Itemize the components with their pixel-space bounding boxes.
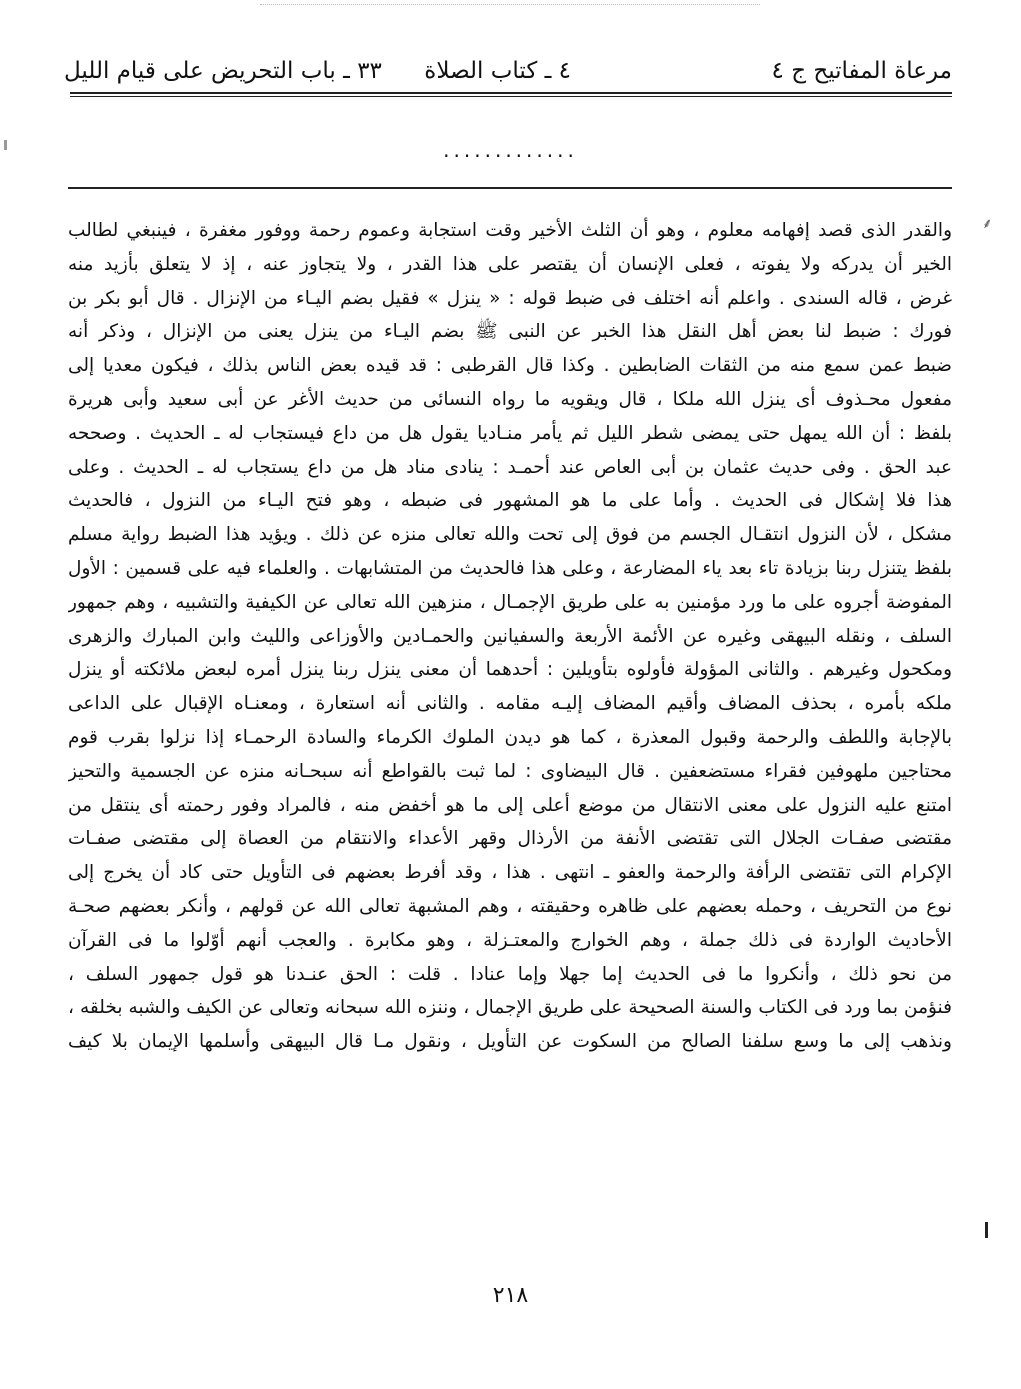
text-line: مشكل ، لأن النزول انتقـال الجسم من فوق إلى تحت والله تعالى منزه عن ذلك . ويؤيد هذا الضبط رواية مسلم: [68, 524, 952, 546]
header-book-title: مرعاة المفاتيح ج ٤: [771, 58, 952, 84]
text-line: المفوضة أجروه على ما ورد مؤمنين به على طريق الإجمـال ، منزهين الله تعالى عن الكيفية والتشبيه ، وهم جمهور: [68, 591, 952, 613]
text-line: السلف ، ونقله البيهقى وغيره عن الأئمة الأربعة والسفيانين والحمـادين والأوزاعى والليث وابن المبارك والزهرى: [68, 625, 952, 647]
text-line: ومكحول وغيرهم . والثانى المؤولة فأولوه بتأويلين : أحدهما أن معنى ينزل ربنا ينزل أمره لبعض ملائكته أو ينزل: [68, 659, 952, 681]
text-line: ملكه بأمره ، بحذف المضاف وأقيم المضاف إليـه مقامه . والثانى أنه استعارة ، ومعنـاه الإقبال على الداعى: [68, 693, 952, 715]
text-line: من نحو ذلك ، وأنكروا ما فى الحديث إما جهلا وإما عنادا . قلت : الحق عنـدنا هو قول جمهور السلف ،: [68, 963, 952, 985]
text-line: محتاجين ملهوفين فقراء مستضعفين . قال البيضاوى : لما ثبت بالقواطع أنه سبحـانه منزه عن الجسمية والتحيز: [68, 760, 952, 782]
text-line: فورك : ضبط لنا بعض أهل النقل هذا الخبر عن النبى ﷺ بضم اليـاء من ينزل يعنى من الإنزال ، وذكر أنه: [68, 321, 952, 343]
text-line: هذا فلا إشكال فى الحديث . وأما على ما هو المشهور فى ضبطه ، وهو فتح اليـاء من النزول ، فالحديث: [68, 490, 952, 512]
text-line: والقدر الذى قصد إفهامه معلوم ، وهو أن الثلث الأخير وقت استجابة وعموم رحمة ووفور مغفرة ، فينبغي لطالب: [68, 220, 952, 241]
text-line: بلفظ يتنزل ربنا بزيادة تاء بعد ياء المضارعة ، وعلى هذا فالحديث من المتشابهات . والعلماء فيه على قسمين : الأول: [68, 557, 952, 579]
margin-tick: [985, 1222, 988, 1238]
header-rule-thin: [70, 96, 952, 97]
text-line: بالإجابة واللطف والرحمة وقبول المعذرة ، كما هو ديدن الملوك الكرماء والسادة الرحمـاء إذا نزلوا بقرب قوم: [68, 726, 952, 748]
commentary-text: [68, 214, 952, 1059]
header-section: ٣٣ ـ باب التحريض على قيام الليل: [64, 58, 382, 84]
scan-artifact: [260, 4, 760, 11]
text-line: مفعول محـذوف أى ينزل الله ملكا ، قال ويقويه ما رواه النسائى من حديث الأغر عن أبى سعيد وأبى هريرة: [68, 388, 952, 410]
text-line: غرض ، قاله السندى . واعلم أنه اختلف فى ضبط قوله : « ينزل » فقيل بضم اليـاء من الإنزال . قال أبو بكر بن: [68, 287, 952, 309]
text-line: الخير أن يدركه ولا يفوته ، فعلى الإنسان أن يقتصر على هذا القدر ، ولا يتجاوز عنه ، إذ لا يتعلق بأزيد منه: [68, 253, 952, 275]
header-rule: [70, 92, 952, 94]
running-header: [60, 48, 956, 92]
text-line: ضبط عمن سمع منه من الثقات الضابطين . وكذا قال القرطبى : قد قيده بعض الناس بذلك ، فيكون معديا إلى: [68, 355, 952, 377]
section-dots: ·············: [443, 144, 578, 168]
text-line: بلفظ : أن الله يمهل حتى يمضى شطر الليل ثم يأمر منـاديا يقول هل من داع فيستجاب له ـ الحديث . وصححه: [68, 422, 952, 444]
text-line: عبد الحق . وفى حديث عثمان بن أبى العاص عند أحمـد : ينادى مناد هل من داع يستجاب له ـ الحديث . وعلى: [68, 456, 952, 478]
text-line: مقتضى صفـات الجلال التى تقتضى الأنفة من الأرذال وقهر الأعداء والانتقام من العصاة إلى مقتضى صفـات: [68, 828, 952, 850]
text-line: الإكرام التى تقتضى الرأفة والرحمة والعفو ـ انتهى . هذا ، وقد أفرط بعضهم فى التأويل حتى كاد أن يخرج إلى: [68, 862, 952, 884]
commentary-separator: [68, 187, 952, 189]
page-number: ٢١٨: [492, 1283, 529, 1308]
text-line: امتنع عليه النزول على معنى الانتقال من موضع أعلى إلى ما هو أخفض منه ، فالمراد وفور رحمته أى ينتقل من: [68, 794, 952, 816]
margin-mark-icon: ⸙: [982, 216, 993, 232]
text-line: فنؤمن بما ورد فى الكتاب والسنة الصحيحة على طريق الإجمال ، وننزه الله سبحانه وتعالى عن الكيف والشبه بخلقه ،: [68, 997, 952, 1019]
text-line: نوع من التحريف ، وحمله بعضهم على ظاهره وحقيقته ، وهم المشبهة تعالى الله عن قولهم ، وأنكر بعضهم صحـة: [68, 895, 952, 917]
text-line: ونذهب إلى ما وسع سلفنا الصالح من السكوت عن التأويل ، ونقول مـا قال البيهقى وأسلمها الإيمان بلا كيف: [68, 1031, 952, 1053]
header-chapter: ٤ ـ كتاب الصلاة: [424, 58, 571, 84]
text-line: الأحاديث الواردة فى ذلك جملة ، وهم الخوارج والمعتـزلة ، وهو مكابرة . والعجب أنهم أوّلوا ما فى القرآن: [68, 929, 952, 951]
